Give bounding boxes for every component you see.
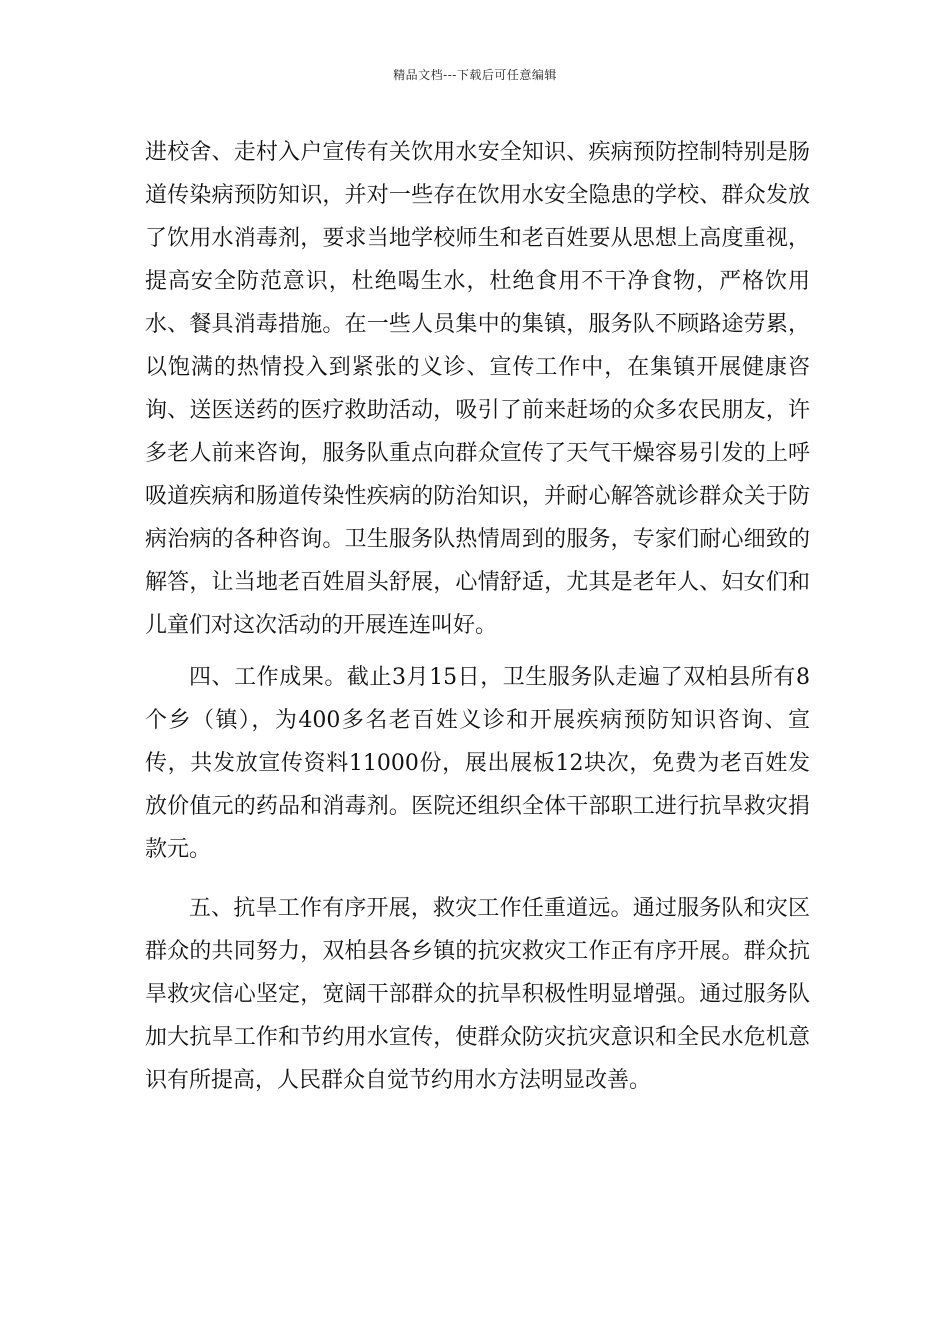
- page-header: 精品文档---下载后可任意编辑: [393, 68, 557, 82]
- paragraph-drought-relief: 五、抗旱工作有序开展，救灾工作任重道远。通过服务队和灾区群众的共同努力，双柏县各乡镇的抗灾救灾工作正有序开展。群众抗旱救灾信心坚定，宽阔干部群众的抗旱积极性明显增强。通过服务队加大抗旱工作和节约用水宣传，使群众防灾抗灾意识和全民水危机意识有所提高，人民群众自觉节约用水方法明显改善。: [145, 896, 810, 1093]
- paragraph-work-results: 四、工作成果。截止3月15日，卫生服务队走遍了双柏县所有8个乡（镇），为400多名老百姓义诊和开展疾病预防知识咨询、宣传，共发放宣传资料11000份，展出展板12块次，免费为老百姓发放价值元的药品和消毒剂。医院还组织全体干部职工进行抗旱救灾捐款元。: [145, 665, 810, 862]
- document-body: [145, 131, 810, 1102]
- paragraph-continuation: 进校舍、走村入户宣传有关饮用水安全知识、疾病预防控制特别是肠道传染病预防知识，并对一些存在饮用水安全隐患的学校、群众发放了饮用水消毒剂，要求当地学校师生和老百姓要从思想上高度重视，提高安全防范意识，杜绝喝生水，杜绝食用不干净食物，严格饮用水、餐具消毒措施。在一些人员集中的集镇，服务队不顾路途劳累，以饱满的热情投入到紧张的义诊、宣传工作中，在集镇开展健康咨询、送医送药的医疗救助活动，吸引了前来赶场的众多农民朋友，许多老人前来咨询，服务队重点向群众宣传了天气干燥容易引发的上呼吸道疾病和肠道传染性疾病的防治知识，并耐心解答就诊群众关于防病治病的各种咨询。卫生服务队热情周到的服务，专家们耐心细致的解答，让当地老百姓眉头舒展，心情舒适，尤其是老年人、妇女们和儿童们对这次活动的开展连连叫好。: [145, 140, 810, 638]
